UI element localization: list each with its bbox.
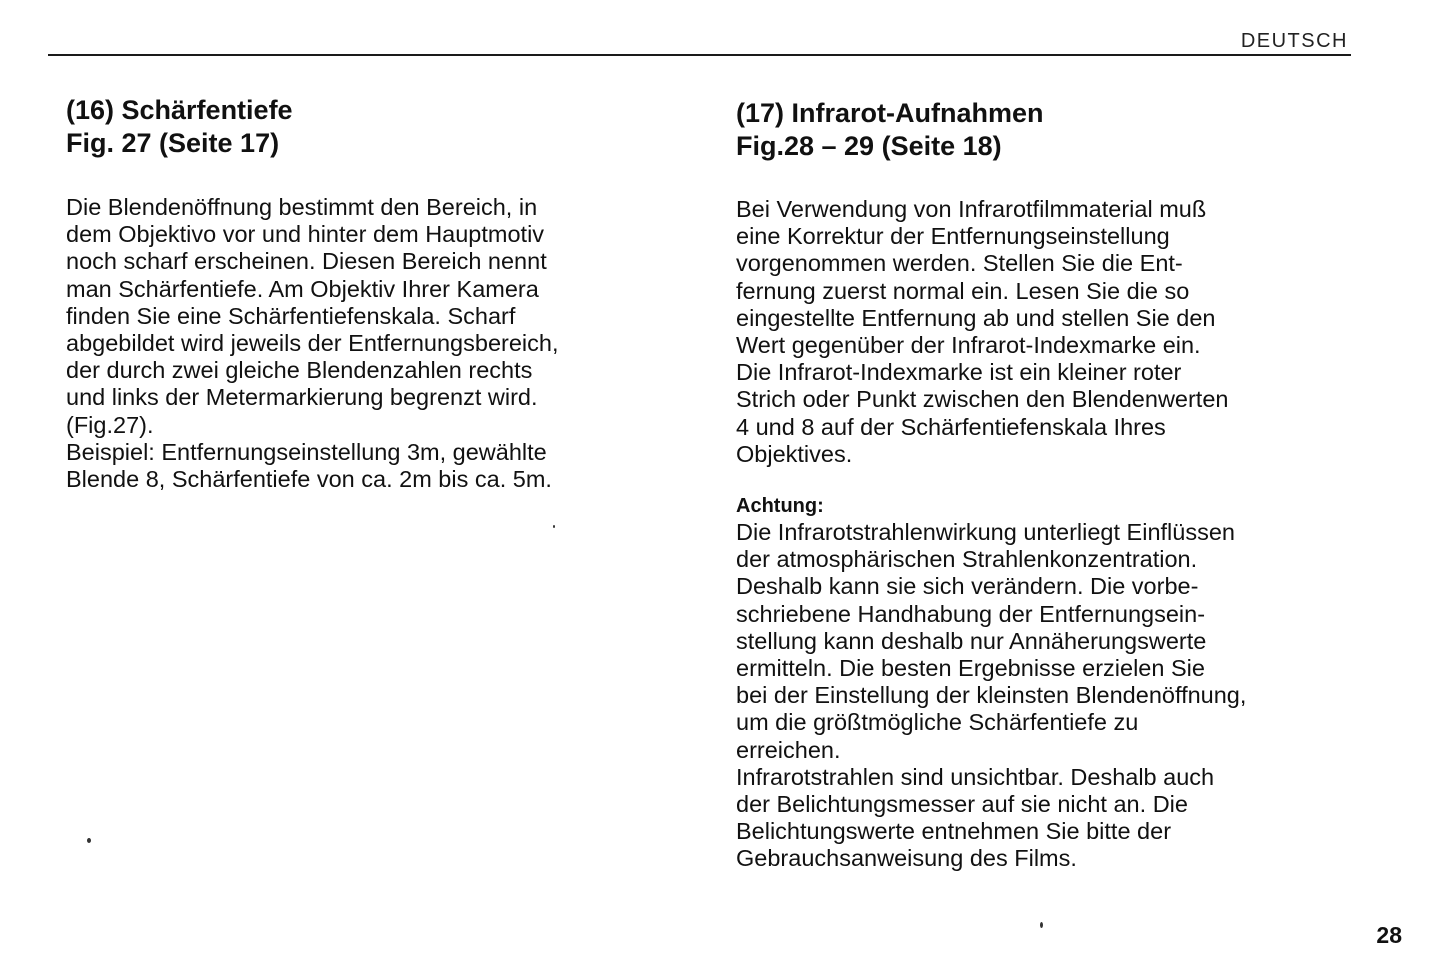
figure-reference: Fig. 27 (Seite 17) [66, 128, 280, 158]
header-rule [48, 54, 1351, 56]
section-infrared [736, 97, 1396, 873]
warning-body: Die Infrarotstrahlenwirkung unterliegt Einflüssen der atmosphärischen Strahlenkonzentration. Deshalb kann sie sich verändern. Die vorbe- schriebene Handhabung der Entfernungsein- stellung kann deshalb nur Annäherungswerte ermitteln. Die besten Ergebnisse erzielen Sie bei der Einstellung der kleinsten Blendenöffnung, um die größtmögliche Schärfentiefe zu erreichen. Infrarotstrahlen sind unsichtbar. Deshalb auch der Belichtungsmesser auf sie nicht an. Die Belichtungswerte entnehmen Sie bitte der Gebrauchsanweisung des Films. [736, 519, 1247, 872]
scan-speck [553, 525, 555, 528]
section-body: Bei Verwendung von Infrarotfilmmaterial muß eine Korrektur der Entfernungseinstellung vorgenommen werden. Stellen Sie die Ent- fernung zuerst normal ein. Lesen Sie die so eingestellte Entfernung ab und stellen Sie den Wert gegenüber der Infrarot-Indexmarke ein. Die Infrarot-Indexmarke ist ein kleiner roter Strich oder Punkt zwischen den Blendenwerten 4 und 8 auf der Schärfentiefenskala Ihres Objektives. [736, 196, 1229, 467]
scan-speck [1040, 922, 1043, 928]
section-body: Die Blendenöffnung bestimmt den Bereich, in dem Objektivo vor und hinter dem Hauptmotiv noch scharf erscheinen. Diesen Bereich nennt man Schärfentiefe. Am Objektiv Ihrer Kamera finden Sie eine Schärfentiefenskala. Scharf abgebildet wird jeweils der Entfernungsbereich, der durch zwei gleiche Blendenzahlen rechts und links der Metermarkierung begrenzt wird. (Fig.27). Beispiel: Entfernungseinstellung 3m, gewählte Blende 8, Schärfentiefe von ca. 2m bis ca. 5m. [66, 194, 559, 493]
warning-label: Achtung: [736, 495, 824, 518]
scan-speck [87, 838, 91, 843]
page-number: 28 [1376, 922, 1402, 948]
section-title: (17) Infrarot-Aufnahmen [736, 98, 1044, 128]
section-title: (16) Schärfentiefe [66, 95, 293, 125]
figure-reference: Fig.28 – 29 (Seite 18) [736, 131, 1002, 161]
language-label: DEUTSCH [1240, 30, 1348, 52]
section-depth-of-field [66, 94, 706, 493]
